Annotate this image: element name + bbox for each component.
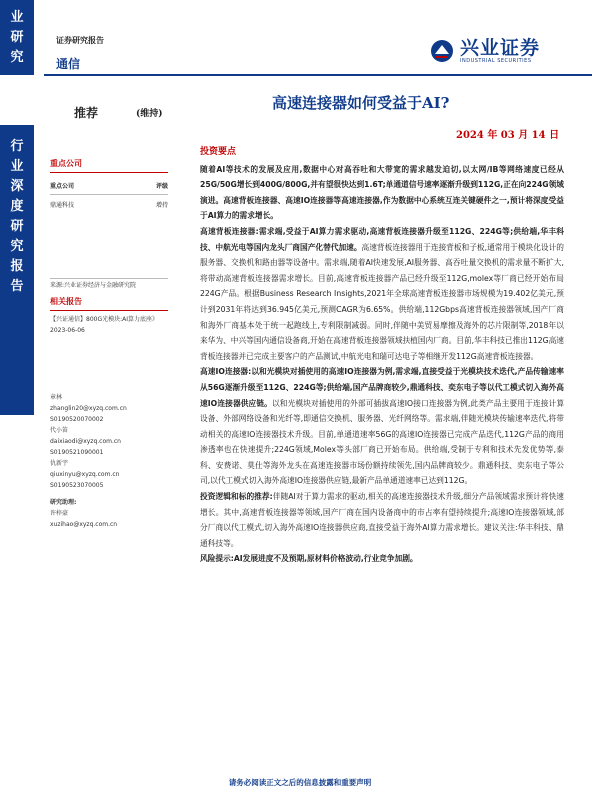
paragraph-text: 伴随AI对于算力需求的驱动,相关的高速连接器技术升级,细分产品领域需求预计将快速增长。其中,高速背板连接器等领域,国产厂商在国内设备商中的市占率有望持续提升;高速IO连接器领域,部分厂商以代工模式,切入海外高速IO连接器供应商,直接受益于海外AI算力需求增长。建议关注:华丰科技、鼎通科技等。	[200, 492, 564, 548]
table-header-row	[50, 176, 168, 195]
paragraph-text: AI发展进度不及预期,原材料价格波动,行业竞争加剧。	[233, 554, 418, 564]
analyst-name: 代小笛	[50, 427, 69, 434]
banner-char: 业	[10, 159, 24, 174]
logo-name-en: INDUSTRIAL SECURITIES	[460, 58, 532, 64]
section-heading: 投资要点	[200, 147, 237, 157]
table-row	[50, 195, 168, 213]
section-divider	[50, 310, 168, 311]
banner-char: 究	[10, 50, 24, 65]
assistant-email[interactable]: xuzihao@xyzq.com.cn	[50, 521, 118, 528]
banner-char: 研	[10, 219, 24, 234]
company-name: 鼎通科技	[50, 201, 75, 209]
analyst-list	[50, 392, 168, 530]
report-type-label: 证券研究报告	[56, 36, 104, 45]
banner-char: 报	[10, 259, 24, 274]
analyst-name: 章林	[50, 394, 63, 401]
section-divider	[50, 172, 168, 173]
assistant-heading: 研究助理:	[50, 499, 77, 506]
paragraph-text: 随着AI等技术的发展及应用,数据中心对高吞吐和大带宽的需求越发迫切,以太网/IB等网络速度已经从25G/50G增长到400G/800G,并有望很快达到1.6T;单通道信号速率逐渐升级到112G,正在向224G领域演进。高速背板连接器、高速IO连接器等高速连接器,作为数据中心系统互连关键硬件之一,预计将深度受益于AI算力的需求增长。	[200, 164, 564, 221]
banner-char: 业	[10, 10, 24, 25]
banner-char: 究	[10, 239, 24, 254]
column-header-company: 重点公司	[50, 182, 75, 190]
column-header-rating: 评级	[155, 182, 168, 190]
analyst-email[interactable]: daixiaodi@xyzq.com.cn	[50, 438, 121, 445]
paragraph	[200, 551, 564, 567]
paragraph	[200, 489, 564, 551]
assistant-name: 许梓豪	[50, 510, 69, 517]
banner-char: 度	[10, 199, 24, 214]
paragraph	[200, 224, 564, 364]
paragraph-lead: 高速IO连接器:以和光模块对插使用的高速IO连接器为例,需求端,直接受益于光模块技术迭代,产品传输速率从56G逐渐升级至112G、224G等;供给端,国产品牌商较少,鼎通科技、奕东电子等以代工模式切入海外高速IO连接器供应链。	[200, 367, 564, 408]
brand-logo	[430, 38, 540, 64]
banner-char: 研	[10, 30, 24, 45]
key-companies-heading: 重点公司	[50, 159, 82, 168]
source-note: 来源:兴业证券经济与金融研究院	[50, 282, 137, 289]
analyst-email[interactable]: zhanglin20@xyzq.com.cn	[50, 405, 127, 412]
key-companies-table	[50, 176, 168, 213]
banner-char: 告	[10, 279, 24, 294]
paragraph	[200, 162, 564, 224]
related-reports-heading: 相关报告	[50, 297, 82, 306]
page-title: 高速连接器如何受益于AI?	[272, 94, 450, 112]
analyst-email[interactable]: qiuxinyu@xyzq.com.cn	[50, 471, 120, 478]
analyst-license: S0190523070005	[50, 482, 104, 489]
analyst-license: S0190521090001	[50, 449, 104, 456]
report-date: 2024 年 03 月 14 日	[456, 130, 560, 141]
header-divider	[44, 74, 592, 76]
paragraph-text: 以和光模块对插使用的外部可插拔高速IO接口连接器为例,此类产品主要用于连接计算设备、外部网络设备和光纤等,即通信交换机、服务器、光纤网络等。需求端,伴随光模块传输速率迭代,将带动相关的高速IO连接器技术升级。目前,单通道速率56G的高速IO连接器已完成产品迭代,112G产品的商用渗透率也在快速提升;224G领域,Molex等头部厂商已开始布局。供给端,受制于专利和技术先发优势等,泰科、安费诺、莫仕等海外龙头在高速连接器市场份额持续领先,国内品牌商较少。鼎通科技、奕东电子等公司,以代工模式切入海外高速IO连接器供应链,最新产品单通道速率已达到112G。	[200, 398, 565, 486]
analyst-name: 仇新宇	[50, 460, 69, 467]
disclaimer-footer: 请务必阅读正文之后的信息披露和重要声明	[228, 778, 372, 787]
logo-mark-icon	[430, 39, 454, 63]
paragraph-lead: 高速背板连接器:需求端,受益于AI算力需求驱动,高速背板连接器升级至112G、224G等;供给端,华丰科技、中航光电等国内龙头厂商国产化替代加速。	[200, 226, 564, 252]
logo-name: 兴业证券	[460, 37, 541, 59]
related-report-link[interactable]: 【兴证通信】800G光模块:AI算力底座》2023-06-06	[50, 316, 158, 334]
rating-change: (维持)	[136, 109, 163, 119]
banner-char: 行	[10, 139, 24, 154]
company-rating: 增持	[155, 201, 168, 209]
analyst-license: S0190520070002	[50, 416, 104, 423]
investment-highlights	[200, 145, 564, 567]
paragraph-text: 高速背板连接器用于连接背板和子板,通常用于模块化设计的服务器、交换机和路由器等设备中。需求端,随着AI快速发展,AI服务器、高吞吐量交换机的需求量不断扩大,将带动高速背板连接器需求增长。目前,高速背板连接器产品已经升级至112G,molex等厂商已经开始布局224G产品。根据Business Research Insights,2021年全球高速背板连接器市场规模为19.402亿美元,预计到2031年将达到36.945亿美元,预测CAGR为6.65%。供给端,112Gbps高速背板连接器领域,国产厂商和海外厂商基本处于统一起跑线上,专利限制减弱。同时,伴随中美贸易摩擦及海外的芯片限制等,2018年以来华为、中兴等国内通信设备商,开始在高速背板连接器领域扶植国内厂商。目前,华丰科技已推出112G高速背板连接器并已完成主要客户的产品测试,中航光电和瑞可达电子等相继开发112G高速背板连接器。	[200, 242, 564, 361]
paragraph	[200, 364, 564, 489]
paragraph-lead: 投资逻辑和标的推荐:	[200, 492, 273, 502]
banner-char: 深	[10, 179, 24, 194]
paragraph-lead: 风险提示:	[200, 554, 234, 564]
sector-label: 通信	[56, 57, 81, 71]
vertical-banner-top	[0, 0, 34, 75]
vertical-banner-report-type	[0, 125, 34, 415]
rating-label: 推荐	[74, 106, 99, 120]
table-bottom-divider	[50, 278, 168, 279]
